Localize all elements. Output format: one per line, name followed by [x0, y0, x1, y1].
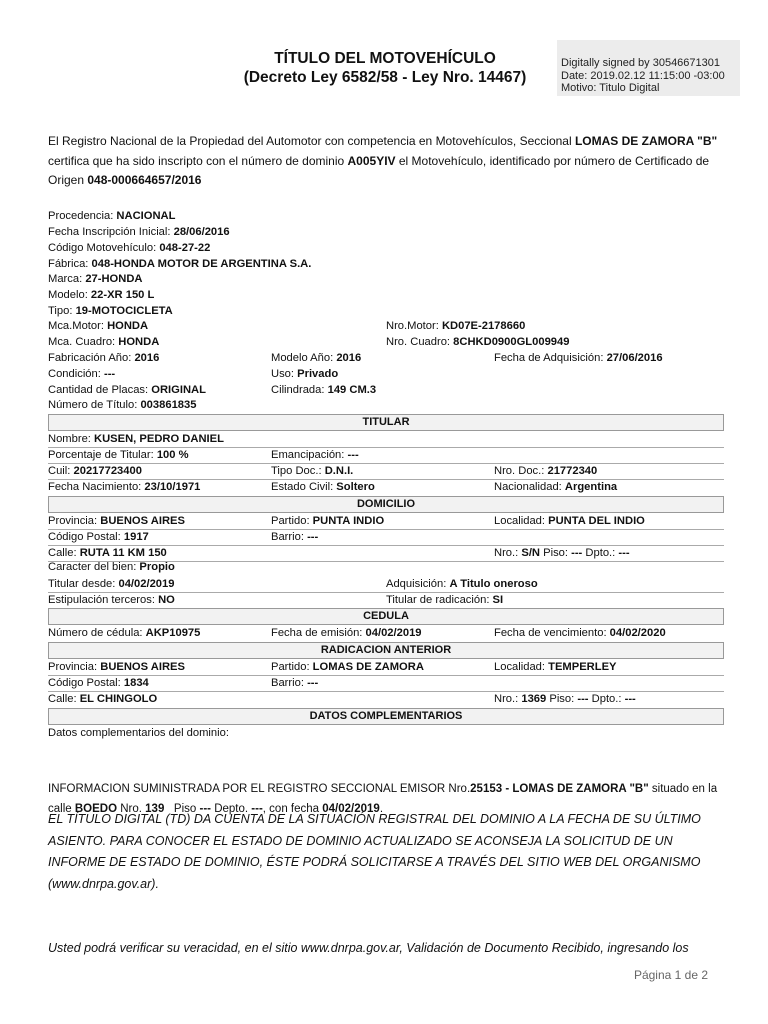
row-radicacion-provincia	[48, 659, 724, 675]
page-number: Página 1 de 2	[633, 968, 708, 982]
field-nro-doc: Nro. Doc.: 21772340	[494, 465, 598, 477]
field-codigo: Código Motovehículo: 048-27-22	[48, 242, 211, 254]
info-registro-emisor: INFORMACION SUMINISTRADA POR EL REGISTRO SECCIONAL EMISOR Nro.25153 - LOMAS DE ZAMORA "B" situado en la calle BOEDO Nro. 139 Piso --- Depto. ---, con fecha 04/02/2019.	[48, 783, 718, 815]
field-calle: Calle: RUTA 11 KM 150	[48, 547, 167, 559]
field-calle: Calle: EL CHINGOLO	[48, 693, 158, 705]
row-condicion	[48, 366, 724, 382]
field-numero-titulo: Número de Título: 003861835	[48, 399, 197, 411]
field-partido: Partido: PUNTA INDIO	[271, 515, 385, 527]
field-uso: Uso: Privado	[271, 368, 339, 380]
field-emancipacion: Emancipación: ---	[271, 449, 359, 461]
field-fecha-inscripcion: Fecha Inscripción Inicial: 28/06/2016	[48, 226, 230, 238]
field-procedencia: Procedencia: NACIONAL	[48, 210, 176, 222]
field-titular-desde: Titular desde: 04/02/2019	[48, 578, 175, 590]
field-mca-motor: Mca.Motor: HONDA	[48, 320, 149, 332]
digital-signature-box	[557, 40, 740, 96]
field-porcentaje: Porcentaje de Titular: 100 %	[48, 449, 189, 461]
field-mca-cuadro: Mca. Cuadro: HONDA	[48, 336, 160, 348]
field-nro-piso-dpto: Nro.: 1369 Piso: --- Dpto.: ---	[494, 693, 636, 705]
field-provincia: Provincia: BUENOS AIRES	[48, 661, 185, 673]
field-barrio: Barrio: ---	[271, 531, 319, 543]
title-line-2: (Decreto Ley 6582/58 - Ley Nro. 14467)	[243, 69, 527, 86]
section-header-radicacion: RADICACION ANTERIOR	[48, 642, 724, 659]
field-codigo-postal: Código Postal: 1834	[48, 677, 149, 689]
field-partido: Partido: LOMAS DE ZAMORA	[271, 661, 424, 673]
field-cilindrada: Cilindrada: 149 CM.3	[271, 384, 377, 396]
field-caracter: Caracter del bien: Propio	[48, 561, 175, 573]
row-cedula	[48, 625, 724, 641]
title-line-1: TÍTULO DEL MOTOVEHÍCULO	[274, 50, 496, 67]
field-numero-cedula: Número de cédula: AKP10975	[48, 627, 201, 639]
row-placas	[48, 382, 724, 398]
field-cuil: Cuil: 20217723400	[48, 465, 142, 477]
field-estipulacion: Estipulación terceros: NO	[48, 594, 175, 606]
intro-paragraph	[48, 132, 728, 191]
row-radicacion-cp	[48, 675, 724, 691]
field-fecha-emision: Fecha de emisión: 04/02/2019	[271, 627, 422, 639]
field-complementarios: Datos complementarios del dominio:	[48, 727, 229, 739]
field-placas: Cantidad de Placas: ORIGINAL	[48, 384, 206, 396]
row-estipulacion	[48, 592, 724, 608]
field-tipo: Tipo: 19-MOTOCICLETA	[48, 305, 173, 317]
field-nombre: Nombre: KUSEN, PEDRO DANIEL	[48, 433, 224, 445]
section-header-titular: TITULAR	[48, 414, 724, 431]
field-fecha-adquisicion: Fecha de Adquisición: 27/06/2016	[494, 352, 663, 364]
signature-line-1: Digitally signed by 30546671301	[561, 57, 721, 69]
intro-text: El Registro Nacional de la Propiedad del Automotor con competencia en Motovehículos, Seccional	[48, 134, 575, 148]
document-title	[200, 49, 570, 87]
field-codigo-postal: Código Postal: 1917	[48, 531, 149, 543]
field-nro-motor: Nro.Motor: KD07E-2178660	[386, 320, 526, 332]
field-adquisicion: Adquisición: A Titulo oneroso	[386, 578, 538, 590]
field-modelo-anio: Modelo Año: 2016	[271, 352, 362, 364]
field-titular-radicacion: Titular de radicación: SI	[386, 594, 504, 606]
row-nacimiento	[48, 479, 724, 495]
signature-line-3: Motivo: Titulo Digital	[561, 82, 660, 94]
signature-line-2: Date: 2019.02.12 11:15:00 -03:00	[561, 69, 725, 82]
row-cuil	[48, 463, 724, 479]
section-header-cedula: CEDULA	[48, 608, 724, 625]
intro-text: certifica que ha sido inscripto con el número de dominio	[48, 153, 348, 168]
section-header-domicilio: DOMICILIO	[48, 496, 724, 513]
field-provincia: Provincia: BUENOS AIRES	[48, 515, 185, 527]
row-fabricacion	[48, 350, 724, 366]
row-radicacion-calle	[48, 691, 724, 707]
field-condicion: Condición: ---	[48, 368, 116, 380]
field-localidad: Localidad: TEMPERLEY	[494, 661, 617, 673]
row-titular-desde	[48, 576, 724, 592]
field-fecha-nacimiento: Fecha Nacimiento: 23/10/1971	[48, 481, 201, 493]
field-fabricacion: Fabricación Año: 2016	[48, 352, 160, 364]
field-fecha-vencimiento: Fecha de vencimiento: 04/02/2020	[494, 627, 666, 639]
field-nacionalidad: Nacionalidad: Argentina	[494, 481, 618, 493]
field-modelo: Modelo: 22-XR 150 L	[48, 289, 155, 301]
field-localidad: Localidad: PUNTA DEL INDIO	[494, 515, 645, 527]
field-fabrica: Fábrica: 048-HONDA MOTOR DE ARGENTINA S.A.	[48, 258, 312, 270]
field-marca: Marca: 27-HONDA	[48, 273, 143, 285]
intro-text: el Motovehículo, identificado por número de Certificado de Origen	[48, 153, 710, 187]
row-domicilio-provincia	[48, 513, 724, 529]
verificacion-text: Usted podrá verificar su veracidad, en el sitio www.dnrpa.gov.ar, Validación de Documento Recibido, ingresando los	[48, 941, 689, 955]
row-cuadro	[48, 334, 724, 350]
field-barrio: Barrio: ---	[271, 677, 319, 689]
section-header-complementarios: DATOS COMPLEMENTARIOS	[48, 708, 724, 725]
field-nro-piso-dpto: Nro.: S/N Piso: --- Dpto.: ---	[494, 547, 630, 559]
aviso-titulo-digital: EL TÍTULO DIGITAL (TD) DA CUENTA DE LA SITUACIÓN REGISTRAL DEL DOMINIO A LA FECHA DE SU ÚLTIMO ASIENTO. PARA CONOCER EL ESTADO DE DOMINIO ACTUALIZADO SE ACONSEJA LA SOLICITUD DE UN INFORME DE ESTADO DE DOMINIO, ÉSTE PODRÁ SOLICITARSE A TRAVÉS DEL SITIO WEB DEL ORGANISMO (www.dnrpa.gov.ar).	[48, 812, 701, 891]
row-motor	[48, 318, 724, 334]
intro-seccional: LOMAS DE ZAMORA "B"	[574, 134, 718, 148]
row-porcentaje	[48, 447, 724, 463]
intro-dominio: A005YIV	[347, 153, 396, 168]
intro-certificado: 048-000664657/2016	[87, 173, 202, 187]
field-estado-civil: Estado Civil: Soltero	[271, 481, 375, 493]
row-domicilio-cp	[48, 529, 724, 545]
field-nro-cuadro: Nro. Cuadro: 8CHKD0900GL009949	[386, 336, 570, 348]
field-tipo-doc: Tipo Doc.: D.N.I.	[271, 465, 354, 477]
